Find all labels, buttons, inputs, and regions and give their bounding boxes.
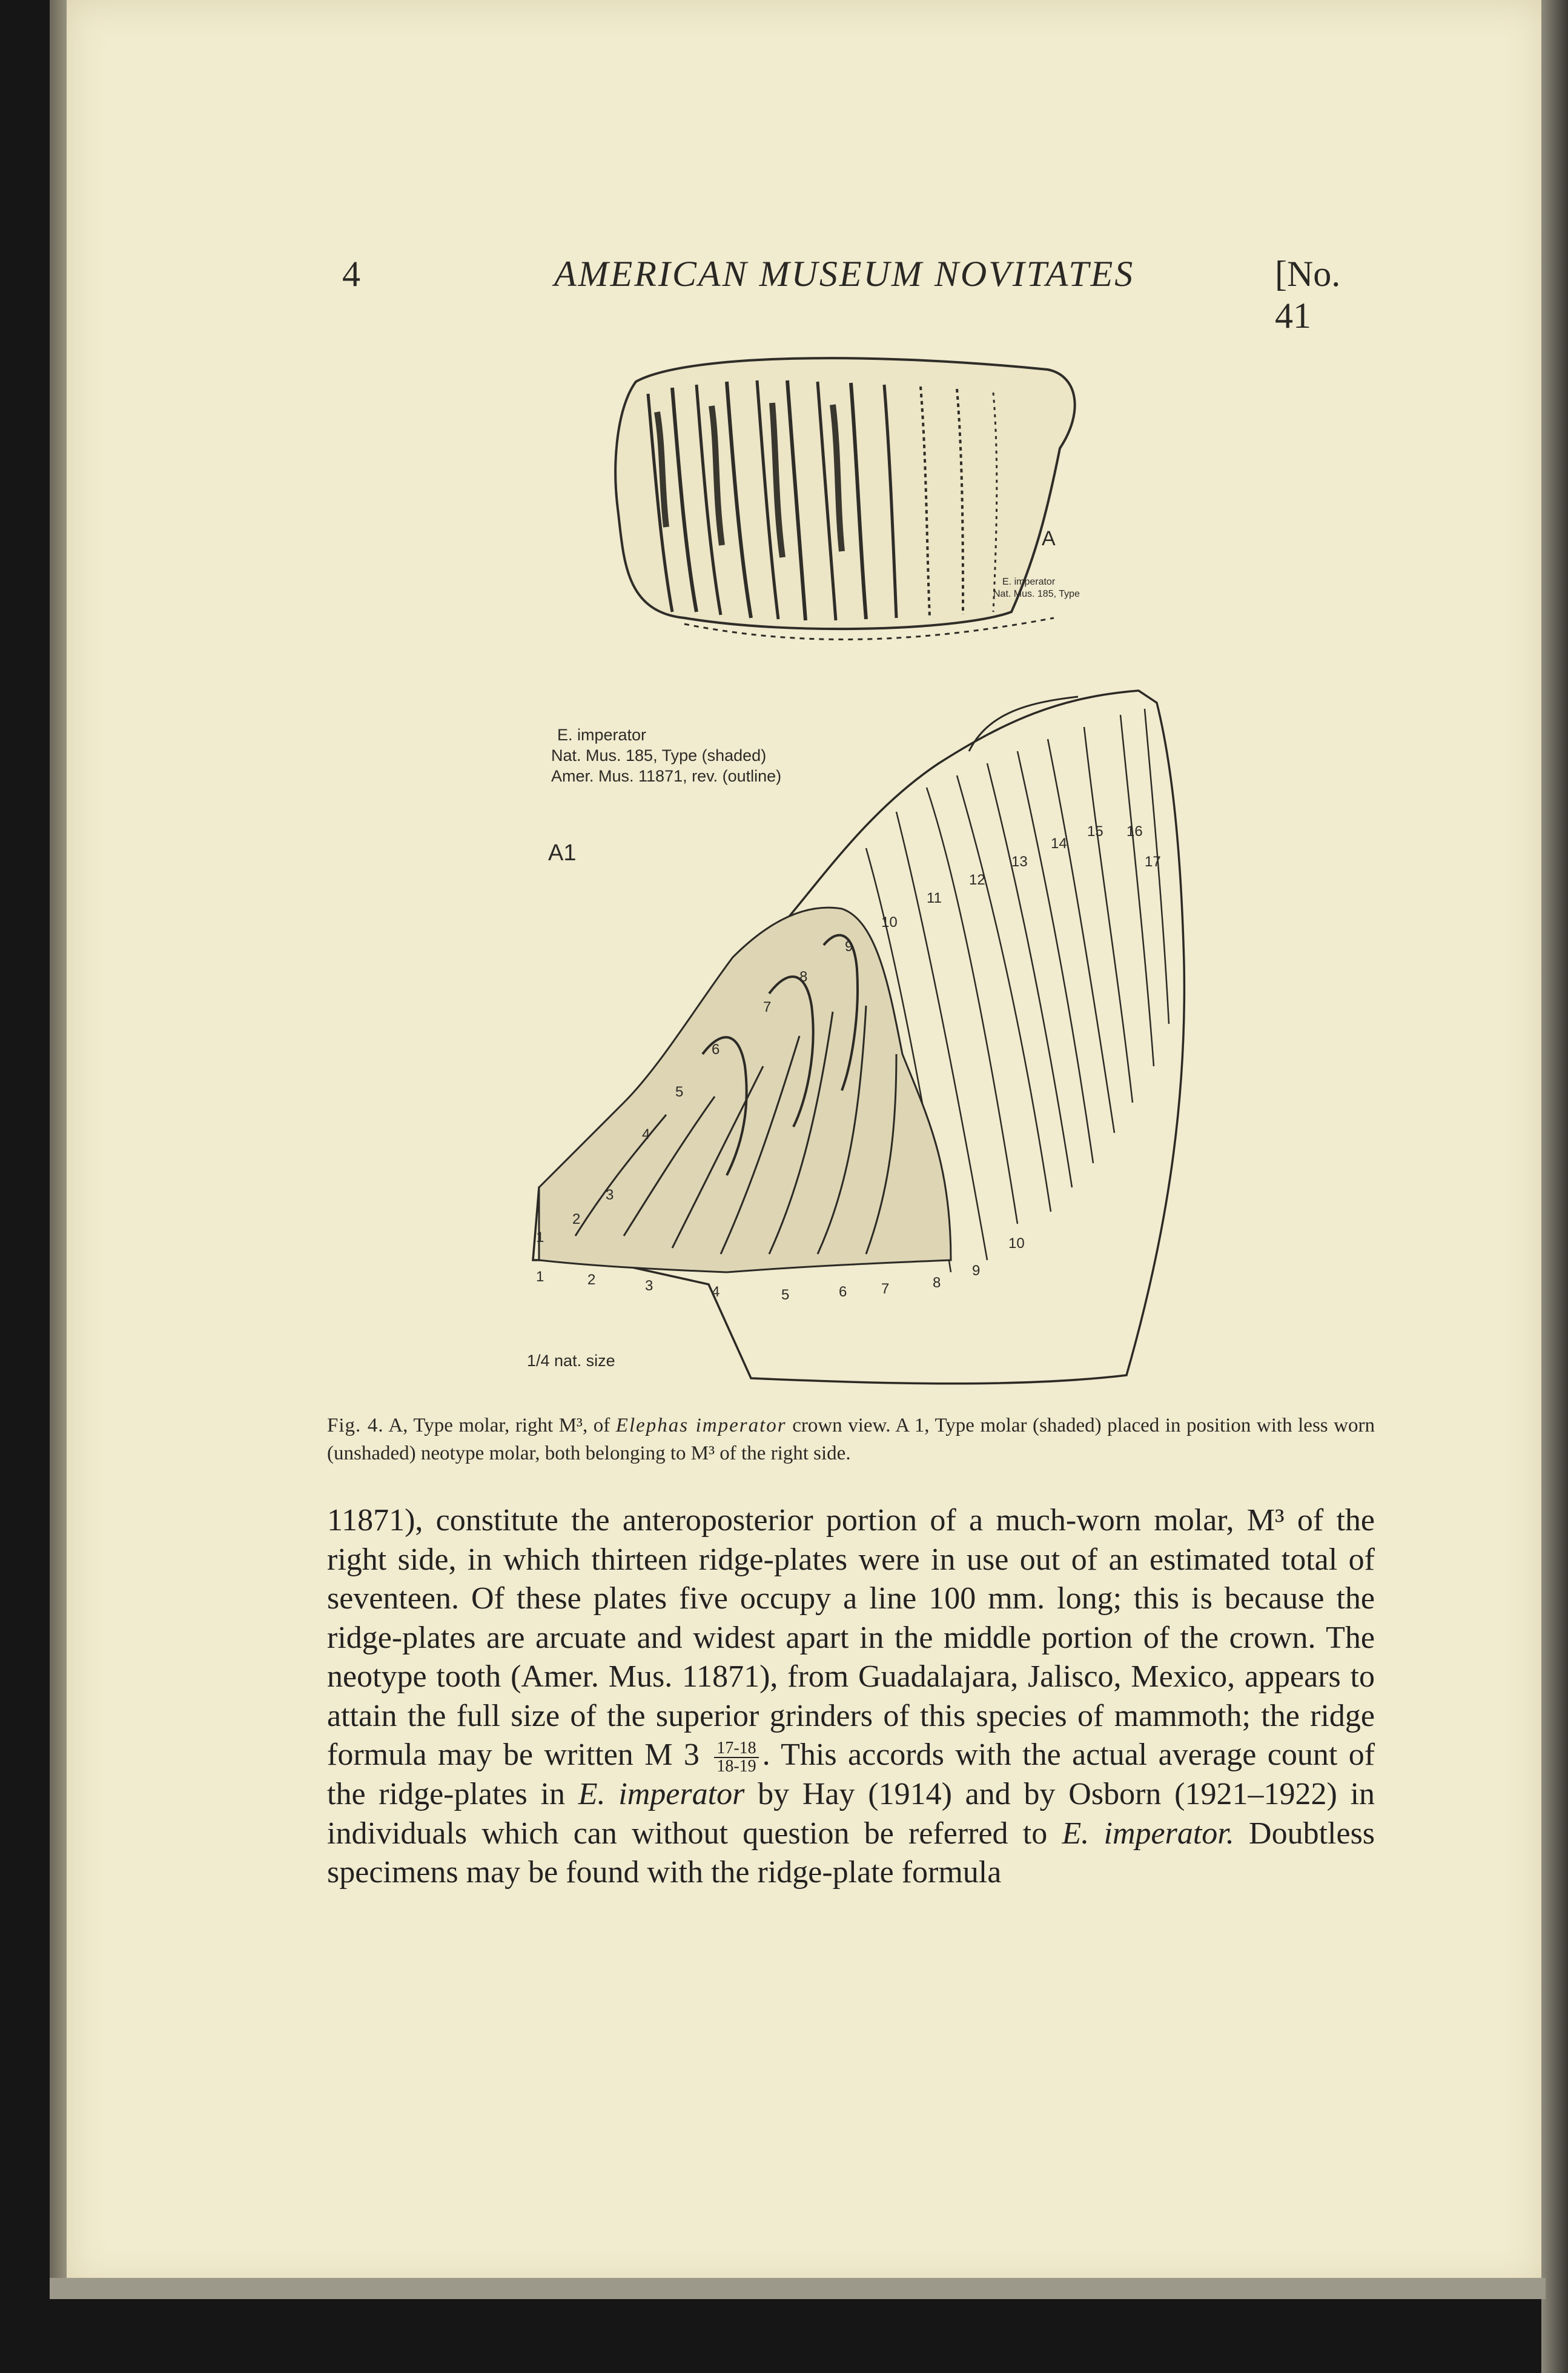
plate-number-upper-4: 4 — [642, 1126, 650, 1143]
plate-number-upper-9: 9 — [845, 938, 853, 955]
figure-caption — [327, 1412, 1375, 1467]
plate-number-lower-10: 10 — [1008, 1235, 1025, 1252]
panel-a-tag-line2: Nat. Mus. 185, Type — [993, 589, 1080, 599]
ridge-formula-fraction — [714, 1740, 758, 1775]
panel-a1-title-line1: E. imperator — [557, 726, 647, 744]
page-bottom-edge — [50, 2278, 1546, 2299]
plate-number-upper-5: 5 — [675, 1084, 684, 1100]
plate-number-upper-2: 2 — [572, 1211, 581, 1227]
formula-numerator: 17-18 — [714, 1740, 758, 1758]
plate-number-upper-1: 1 — [536, 1229, 544, 1246]
body-species-2: E. imperator. — [1062, 1816, 1234, 1851]
plate-number-upper-8: 8 — [799, 969, 808, 985]
caption-part2: crown view. A 1, Type molar (shaded) placed in position with less worn (unshaded) neotype molar, both belonging to M³ of the right side. — [327, 1415, 1375, 1464]
panel-a1-title-line2: Nat. Mus. 185, Type (shaded) — [551, 746, 767, 765]
plate-number-lower-4: 4 — [712, 1284, 720, 1300]
plate-number-upper-16: 16 — [1126, 823, 1143, 840]
body-text-part4: Doubtless specimens may be found with the ridge-plate formula — [327, 1816, 1375, 1890]
plate-number-upper-11: 11 — [927, 890, 942, 906]
body-text-part2: . This accords with the actual average count of the ridge-plates in — [327, 1737, 1375, 1812]
caption-part1: A, Type molar, right M³, of — [388, 1415, 610, 1436]
body-text-part3: by Hay (1914) and by Osborn (1921–1922) in individuals which can without question be referred to — [327, 1777, 1375, 1851]
caption-fig-label: Fig. 4. — [327, 1415, 384, 1436]
panel-a-tag-line1: E. imperator — [1002, 577, 1056, 587]
formula-denominator: 18-19 — [716, 1757, 756, 1776]
plate-number-upper-3: 3 — [606, 1187, 614, 1203]
plate-number-upper-17: 17 — [1145, 854, 1161, 870]
page-edge-right — [1541, 0, 1568, 2373]
plate-number-upper-7: 7 — [763, 999, 772, 1015]
plate-number-upper-13: 13 — [1011, 854, 1028, 870]
plate-number-lower-8: 8 — [933, 1275, 941, 1291]
body-text — [327, 1501, 1375, 1893]
plate-number-upper-10: 10 — [881, 914, 898, 931]
body-paragraph — [327, 1501, 1375, 1893]
body-species-1: E. imperator — [578, 1777, 745, 1812]
plate-number-upper-6: 6 — [712, 1041, 720, 1058]
plate-number-upper-15: 15 — [1087, 823, 1103, 840]
plate-number-upper-14: 14 — [1051, 835, 1067, 852]
plate-number-lower-1: 1 — [536, 1269, 544, 1285]
plate-number-lower-6: 6 — [839, 1284, 847, 1300]
journal-title: AMERICAN MUSEUM NOVITATES — [554, 254, 1135, 294]
body-text-part1: 11871), constitute the anteroposterior portion of a much-worn molar, M³ of the right side, in which thirteen ridge-plates were in use out of an estimated total of seventeen. Of these plates five occupy a line 100 mm. long; this is because the ridge-plates are arcuate and widest apart in the middle portion of the crown. The neotype tooth (Amer. Mus. 11871), from Guadalajara, Jalisco, Mexico, appears to attain the full size of the superior grinders of this species of mammoth; the ridge formula may be written M 3 — [327, 1503, 1375, 1772]
plate-number-lower-7: 7 — [881, 1281, 890, 1297]
plate-number-upper-12: 12 — [969, 872, 985, 888]
plate-number-lower-5: 5 — [781, 1287, 790, 1303]
panel-a-label: A — [1042, 527, 1056, 550]
panel-a1-label: A1 — [548, 840, 577, 866]
plate-number-lower-9: 9 — [972, 1263, 981, 1279]
caption-species: Elephas imperator — [615, 1415, 787, 1436]
scale-note: 1/4 nat. size — [527, 1352, 615, 1370]
panel-a1-title-line3: Amer. Mus. 11871, rev. (outline) — [551, 767, 782, 785]
page-number: 4 — [342, 254, 360, 294]
figure-4 — [503, 327, 1205, 1406]
plate-number-lower-3: 3 — [645, 1278, 653, 1294]
running-head — [330, 242, 1384, 336]
plate-number-lower-2: 2 — [587, 1272, 596, 1288]
issue-number: [No. 41 — [1275, 254, 1341, 336]
